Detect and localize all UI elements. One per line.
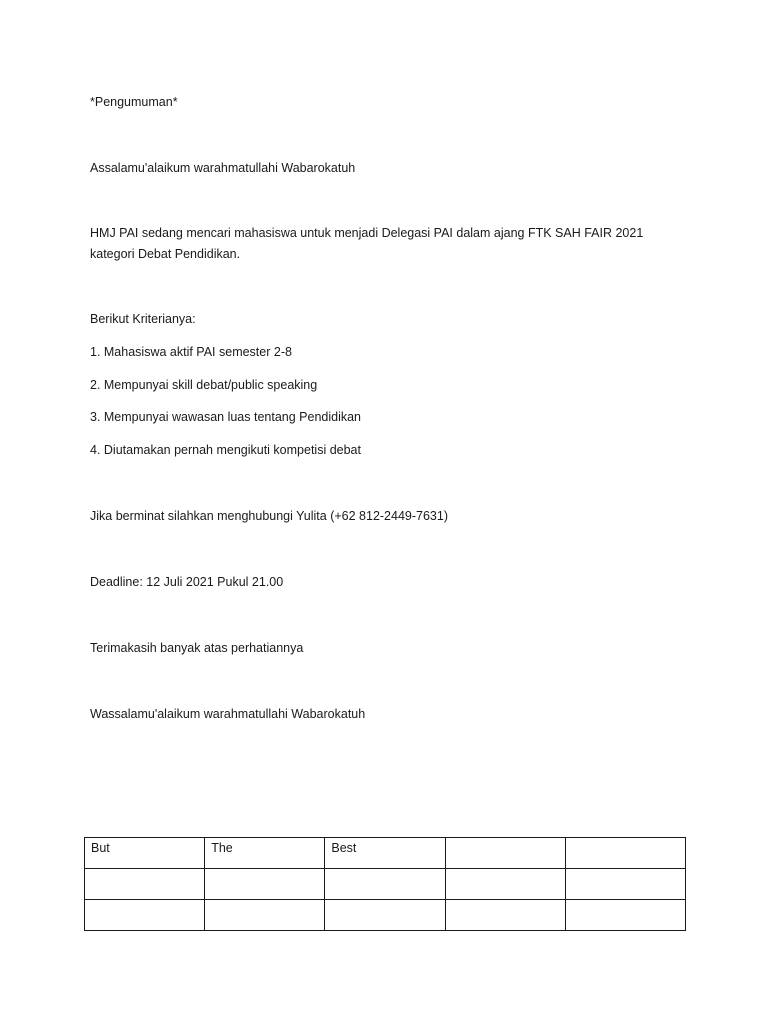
- table-cell: [205, 900, 325, 931]
- table-cell: [85, 900, 205, 931]
- table-cell: Best: [325, 838, 445, 869]
- table-row: [85, 900, 686, 931]
- table-cell: [325, 869, 445, 900]
- table-cell: But: [85, 838, 205, 869]
- closing-greeting: Wassalamu'alaikum warahmatullahi Wabarokatuh: [90, 707, 366, 721]
- deadline-text: Deadline: 12 Juli 2021 Pukul 21.00: [90, 575, 284, 589]
- table-cell: [325, 900, 445, 931]
- criteria-item-4: 4. Diutamakan pernah mengikuti kompetisi debat: [90, 443, 361, 457]
- announcement-title: *Pengumuman*: [90, 95, 178, 109]
- opening-greeting: Assalamu'alaikum warahmatullahi Wabarokatuh: [90, 161, 356, 175]
- intro-paragraph: HMJ PAI sedang mencari mahasiswa untuk menjadi Delegasi PAI dalam ajang FTK SAH FAIR 2021 kategori Debat Pendidikan.: [90, 226, 644, 261]
- table-row: [85, 869, 686, 900]
- thanks-text: Terimakasih banyak atas perhatiannya: [90, 641, 304, 655]
- table-cell: [445, 900, 565, 931]
- table-row: [85, 838, 686, 869]
- criteria-heading: Berikut Kriterianya:: [90, 312, 196, 326]
- criteria-item-1: 1. Mahasiswa aktif PAI semester 2-8: [90, 345, 292, 359]
- table-cell: [565, 869, 685, 900]
- contact-info: Jika berminat silahkan menghubungi Yulita (+62 812-2449-7631): [90, 509, 448, 523]
- criteria-item-2: 2. Mempunyai skill debat/public speaking: [90, 378, 318, 392]
- table-cell: [445, 838, 565, 869]
- table-cell: [565, 900, 685, 931]
- table-cell: [205, 869, 325, 900]
- table-cell: [85, 869, 205, 900]
- criteria-item-3: 3. Mempunyai wawasan luas tentang Pendidikan: [90, 410, 362, 424]
- table-cell: The: [205, 838, 325, 869]
- document-table: [84, 837, 686, 931]
- table-cell: [445, 869, 565, 900]
- table-cell: [565, 838, 685, 869]
